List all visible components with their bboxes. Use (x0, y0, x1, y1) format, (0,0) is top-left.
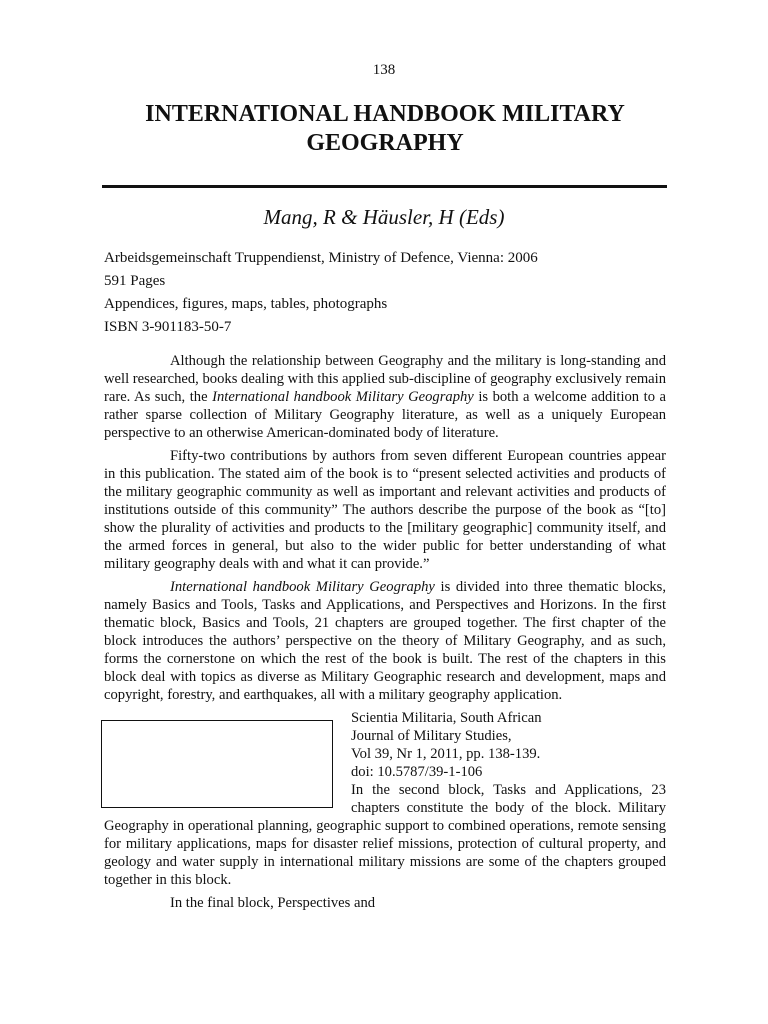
publication-details (104, 247, 666, 339)
book-title-italic: International handbook Military Geography (212, 389, 474, 405)
doi: doi: 10.5787/39-1-106 (351, 764, 483, 780)
review-body: Although the relationship between Geography and the military is long-standing and well researched, books dealing with this applied sub-discipline of geography exclusively remain rare. As such, the International handbook Military Geography is both a welcome addition to a rather sparse collection of Military Geography literature, as well as a uniquely European perspective to an otherwise American-dominated body of literature. Fifty-two contributions by authors from seven different European countries appear in this publication. The stated aim of the book is to “present selected activities and products of the military geographic community as well as important and relevant activities and products of institutions outside of this community” The authors describe the purpose of the book as “[to] show the plurality of activities and products to the [military geographic] community itself, and the armed forces in general, but also to the wider public for better understanding of what military geography deals with and what it can provide.” International handbook Military Geography is divided into three thematic blocks, namely Basics and Tools, Tasks and Applications, and Perspectives and Horizons. In the first thematic block, Basics and Tools, 21 chapters are grouped together. The first chapter of the block introduces the authors’ perspective on the theory of Military Geography, and as such, forms the cornerstone on which the rest of the book is built. The rest of the chapters in this block deal with topics as diverse as Military Geographic research and development, maps and copyright, forestry, and earthquakes, all with a military geography application. Scientia Militaria, South African Journal of Military Studies, Vol 39, Nr 1, 2011, pp. 138-139. doi: 10.5787/39-1-106 In the second block, Tasks and Applications, 23 chapters constitute the body of the block. Military Geography in operational planning, geographic support to combined operations, remote sensing for military applications, maps for disaster relief missions, protection of cultural property, and geology and water supply in international military missions are some of the chapters grouped together in this block. In the final block, Perspectives and (104, 352, 666, 912)
volume-info: Vol 39, Nr 1, 2011, pp. 138-139. (351, 746, 541, 762)
paragraph-2: Fifty-two contributions by authors from seven different European countries appear in this publication. The stated aim of the book is to “present selected activities and products of the military geographic community as well as important and relevant activities and products of institutions outside of this community” The authors describe the purpose of the book as “[to] show the plurality of activities and products to the [military geographic] community itself, and the armed forces in general, but also to the wider public for better understanding of what military geography deals with and what it can provide.” (104, 448, 666, 572)
title-divider (102, 185, 667, 188)
citation-box (101, 720, 333, 808)
journal-name-line-2: Journal of Military Studies, (351, 728, 512, 744)
page-title (104, 100, 666, 158)
title-line-2: GEOGRAPHY (306, 130, 464, 156)
paragraph-1: Although the relationship between Geography and the military is long-standing and well researched, books dealing with this applied sub-discipline of geography exclusively remain rare. As such, the International handbook Military Geography is both a welcome addition to a rather sparse collection of Military Geography literature, as well as a uniquely European perspective to an otherwise American-dominated body of literature. (104, 353, 667, 441)
paragraph-3: International handbook Military Geography is divided into three thematic blocks, namely Basics and Tools, Tasks and Applications, and Perspectives and Horizons. In the first thematic block, Basics and Tools, 21 chapters are grouped together. The first chapter of the block introduces the authors’ perspective on the theory of Military Geography, and as such, forms the cornerstone on which the rest of the book is built. The rest of the chapters in this block deal with topics as diverse as Military Geographic research and development, maps and copyright, forestry, and earthquakes, all with a military geography application. (104, 579, 666, 703)
title-line-1: INTERNATIONAL HANDBOOK MILITARY (145, 101, 625, 127)
journal-name-line-1: Scientia Militaria, South African (351, 710, 542, 726)
contents-line: Appendices, figures, maps, tables, photographs (104, 296, 388, 312)
book-title-italic: International handbook Military Geography (170, 579, 435, 595)
isbn: ISBN 3-901183-50-7 (104, 319, 232, 335)
editors: Mang, R & Häusler, H (Eds) (263, 205, 505, 229)
paragraph-5: In the final block, Perspectives and (170, 895, 376, 911)
publisher-line: Arbeidsgemeinschaft Truppendienst, Ministry of Defence, Vienna: 2006 (104, 250, 538, 266)
page-number: 138 (372, 62, 396, 78)
page-count: 591 Pages (104, 273, 166, 289)
